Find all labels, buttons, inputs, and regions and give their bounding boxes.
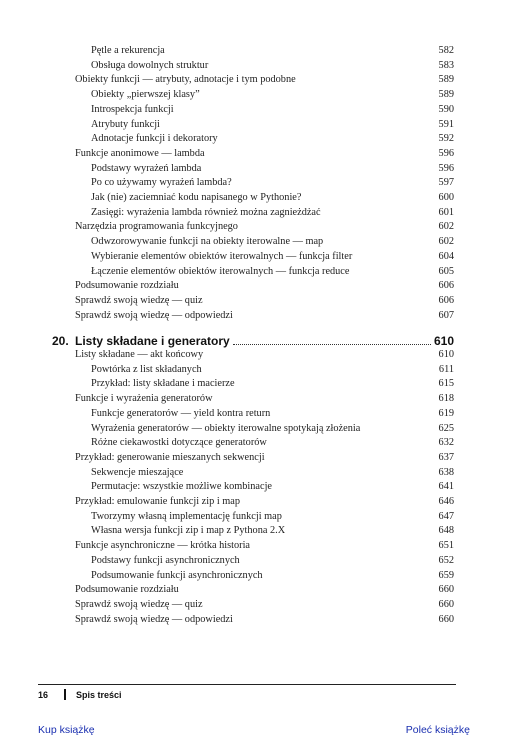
footer-divider bbox=[38, 684, 456, 685]
toc-entry-title: Listy składane — akt końcowy bbox=[75, 349, 204, 360]
toc-entry-page: 647 bbox=[438, 510, 454, 522]
toc-entry bbox=[91, 176, 454, 190]
toc-entry bbox=[91, 363, 454, 377]
toc-entry-page: 592 bbox=[438, 133, 454, 145]
page-number: 16 bbox=[38, 689, 49, 700]
toc-entry-title: Podsumowanie rozdziału bbox=[75, 280, 179, 292]
toc-entry bbox=[75, 220, 454, 234]
toc-entry-title: Obiekty „pierwszej klasy” bbox=[91, 89, 200, 101]
toc-entry bbox=[91, 44, 454, 58]
toc-entry-page: 596 bbox=[438, 147, 454, 159]
toc-entry-title: Atrybuty funkcji bbox=[91, 118, 160, 130]
toc-entry bbox=[75, 73, 454, 87]
toc-entry-title: Sprawdź swoją wiedzę — odpowiedzi bbox=[75, 613, 233, 625]
toc-entry bbox=[75, 294, 454, 308]
toc-entry-title: Funkcje generatorów — yield kontra return bbox=[91, 407, 271, 419]
toc-entry-page: 601 bbox=[438, 206, 454, 218]
toc-entry-page: 590 bbox=[438, 103, 454, 115]
toc-entry-title: Powtórka z list składanych bbox=[91, 363, 202, 375]
footer-section-title: Spis treści bbox=[76, 689, 122, 700]
toc-entry-page: 583 bbox=[438, 59, 454, 71]
toc-entry-page: 610 bbox=[438, 349, 454, 360]
toc-entry bbox=[91, 265, 454, 279]
toc-entry bbox=[91, 480, 454, 494]
toc-entry-page: 611 bbox=[438, 363, 454, 375]
toc-entry-title: Podsumowanie rozdziału bbox=[75, 584, 179, 596]
toc-entry bbox=[75, 309, 454, 323]
toc-entry-title: Narzędzia programowania funkcyjnego bbox=[75, 221, 238, 233]
toc-entry-page: 651 bbox=[438, 540, 454, 552]
toc-entry bbox=[91, 88, 454, 102]
toc-entry-page: 648 bbox=[438, 525, 454, 537]
toc-entry-page: 660 bbox=[438, 584, 454, 596]
toc-entry-title: Przykład: generowanie mieszanych sekwencji bbox=[75, 451, 265, 463]
footer-separator bbox=[64, 689, 66, 700]
buy-book-link[interactable]: Kup książkę bbox=[38, 724, 95, 736]
toc-entry-title: Przykład: emulowanie funkcji zip i map bbox=[75, 496, 240, 507]
toc-entry-title: Tworzymy własną implementację funkcji map bbox=[91, 510, 282, 522]
toc-entry bbox=[75, 392, 454, 406]
toc-entry-title: Sekwencje mieszające bbox=[91, 466, 184, 478]
chapter-number: 20. bbox=[52, 334, 69, 348]
dot-leader bbox=[233, 343, 431, 345]
toc-entry-title: Sprawdź swoją wiedzę — quiz bbox=[75, 598, 203, 610]
toc-entry-title: Po co używamy wyrażeń lambda? bbox=[91, 177, 232, 189]
toc-entry-page: 641 bbox=[438, 481, 454, 493]
toc-entry-page: 660 bbox=[438, 598, 454, 610]
toc-entry bbox=[91, 510, 454, 524]
toc-entry-page: 600 bbox=[438, 192, 454, 203]
toc-entry bbox=[91, 524, 454, 538]
recommend-book-link[interactable]: Poleć książkę bbox=[405, 724, 470, 736]
toc-entry-page: 659 bbox=[438, 569, 454, 581]
toc-entry bbox=[91, 206, 454, 220]
toc-entry-page: 638 bbox=[438, 466, 454, 478]
toc-entry bbox=[91, 466, 454, 480]
toc-entry-title: Obiekty funkcji — atrybuty, adnotacje i tym podobne bbox=[75, 74, 296, 86]
toc-entry bbox=[91, 103, 454, 117]
toc-entry bbox=[75, 348, 454, 362]
toc-entry-page: 619 bbox=[438, 407, 454, 419]
toc-entry-page: 596 bbox=[438, 162, 454, 174]
toc-entry-page: 618 bbox=[438, 393, 454, 405]
toc-entry-title: Pętle a rekurencja bbox=[91, 45, 165, 56]
toc-entry-title: Permutacje: wszystkie możliwe kombinacje bbox=[91, 481, 272, 493]
toc-entry-page: 591 bbox=[438, 118, 454, 130]
toc-entry-page: 632 bbox=[438, 437, 454, 449]
toc-entry bbox=[75, 495, 454, 509]
toc-entry-title: Podstawy funkcji asynchronicznych bbox=[91, 554, 240, 566]
toc-entry bbox=[91, 554, 454, 568]
toc-entry-page: 597 bbox=[438, 177, 454, 189]
toc-entry-page: 602 bbox=[438, 236, 454, 248]
toc-entry-page: 602 bbox=[438, 221, 454, 233]
toc-entry-title: Funkcje asynchroniczne — krótka historia bbox=[75, 540, 250, 552]
toc-entry-page: 660 bbox=[438, 613, 454, 625]
chapter-title: Listy składane i generatory bbox=[75, 334, 230, 348]
toc-entry-page: 589 bbox=[438, 74, 454, 86]
toc-entry-title: Sprawdź swoją wiedzę — odpowiedzi bbox=[75, 309, 233, 321]
toc-entry bbox=[91, 162, 454, 176]
toc-entry-page: 604 bbox=[438, 250, 454, 262]
toc-entry-title: Jak (nie) zaciemniać kodu napisanego w Pythonie? bbox=[91, 192, 302, 203]
toc-entry-title: Introspekcja funkcji bbox=[91, 103, 174, 115]
toc-entry-page: 606 bbox=[438, 280, 454, 292]
toc-entry-title: Sprawdź swoją wiedzę — quiz bbox=[75, 294, 203, 306]
toc-entry bbox=[91, 118, 454, 132]
toc-entry-title: Obsługa dowolnych struktur bbox=[91, 59, 209, 71]
toc-entry bbox=[91, 132, 454, 146]
toc-entry-page: 582 bbox=[438, 45, 454, 56]
toc-entry-page: 652 bbox=[438, 554, 454, 566]
toc-entry-page: 625 bbox=[438, 422, 454, 434]
toc-entry-title: Różne ciekawostki dotyczące generatorów bbox=[91, 437, 267, 449]
toc-entry-page: 589 bbox=[438, 89, 454, 101]
toc-entry bbox=[75, 539, 454, 553]
toc-entry bbox=[91, 407, 454, 421]
toc-entry-title: Wybieranie elementów obiektów iterowalnych — funkcja filter bbox=[91, 250, 353, 262]
toc-entry-title: Odwzorowywanie funkcji na obiekty iterowalne — map bbox=[91, 236, 324, 248]
chapter-page: 610 bbox=[433, 334, 454, 348]
toc-entry-title: Przykład: listy składane i macierze bbox=[91, 378, 235, 390]
toc-entry bbox=[91, 422, 454, 436]
toc-entry bbox=[91, 191, 454, 205]
page-footer bbox=[38, 689, 122, 700]
toc-entry-title: Wyrażenia generatorów — obiekty iterowalne spotykają złożenia bbox=[91, 422, 361, 434]
toc-entry-title: Łączenie elementów obiektów iterowalnych — funkcja reduce bbox=[91, 265, 350, 277]
toc-entry bbox=[91, 436, 454, 450]
toc-entry bbox=[91, 569, 454, 583]
toc-entry bbox=[75, 279, 454, 293]
toc-entry bbox=[75, 598, 454, 612]
toc-entry bbox=[75, 613, 454, 627]
toc-entry-title: Adnotacje funkcji i dekoratory bbox=[91, 133, 218, 145]
toc-entry bbox=[75, 451, 454, 465]
toc-entry bbox=[75, 147, 454, 161]
toc-entry-title: Zasięgi: wyrażenia lambda również można zagnieżdżać bbox=[91, 206, 321, 218]
toc-entry bbox=[75, 583, 454, 597]
toc-entry-page: 606 bbox=[438, 294, 454, 306]
toc-entry-title: Podsumowanie funkcji asynchronicznych bbox=[91, 569, 263, 581]
toc-entry-title: Funkcje anonimowe — lambda bbox=[75, 147, 205, 159]
toc-entry bbox=[91, 59, 454, 73]
toc-entry-page: 615 bbox=[438, 378, 454, 390]
toc-entry bbox=[91, 235, 454, 249]
toc-entry-page: 646 bbox=[438, 496, 454, 507]
toc-entry-page: 637 bbox=[438, 451, 454, 463]
toc-entry bbox=[91, 250, 454, 264]
toc-entry-title: Podstawy wyrażeń lambda bbox=[91, 162, 202, 174]
toc-entry bbox=[91, 377, 454, 391]
toc-entry-page: 607 bbox=[438, 309, 454, 321]
toc-entry-title: Funkcje i wyrażenia generatorów bbox=[75, 393, 213, 405]
toc-entry-title: Własna wersja funkcji zip i map z Pythona 2.X bbox=[91, 525, 286, 537]
toc-entry-page: 605 bbox=[438, 265, 454, 277]
